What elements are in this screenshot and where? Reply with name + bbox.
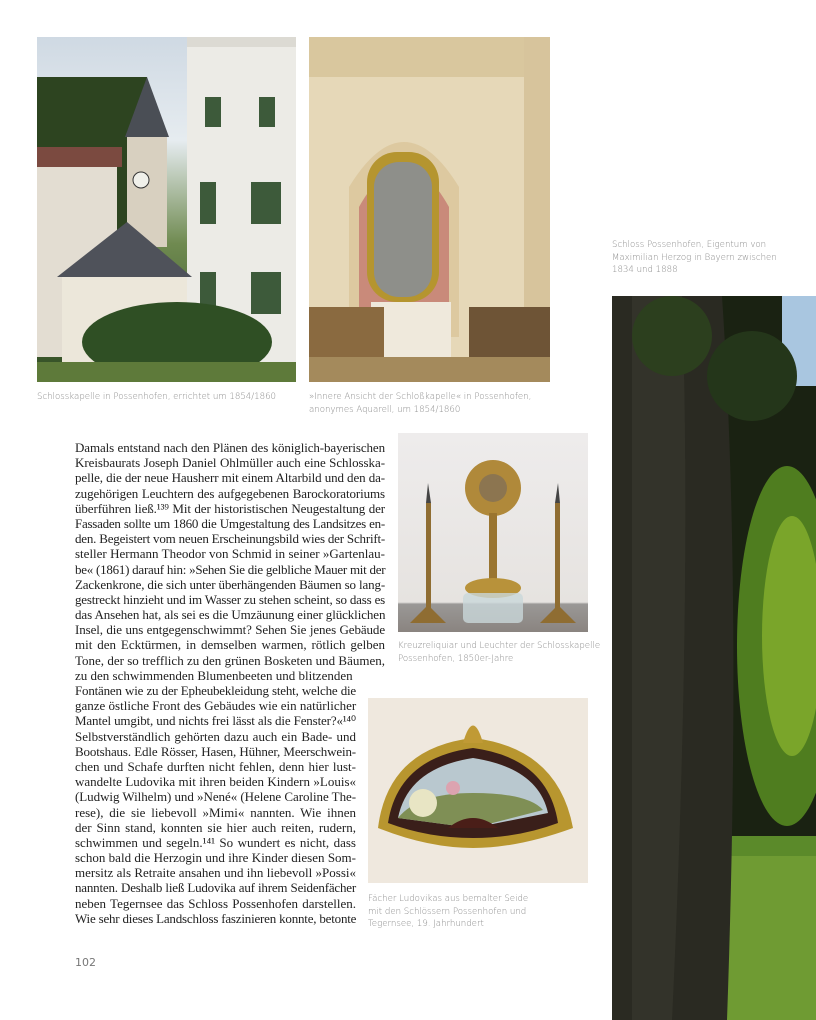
caption-line: Tegernsee, 19. Jahrhundert: [368, 919, 484, 929]
body-line: gestreckt hinzieht und im Wasser zu stehen scheint, so dass es: [75, 591, 385, 607]
body-line: Tone, der so trefflich zu den grünen Bosketen und Bäumen,: [75, 652, 385, 668]
caption-schloss-park: [612, 239, 777, 277]
body-line: neben Tegernsee das Schloss Possenhofen darstellen.: [75, 895, 356, 911]
body-line: den. Begeistert vom neuen Erscheinungsbild wies der Schrift-: [75, 531, 386, 547]
body-line: zu den schwimmenden Blumenbeeten und blitzenden: [75, 667, 353, 683]
body-line: wandelte Ludovika mit ihren beiden Kindern »Louis«: [75, 774, 356, 790]
caption-schlosskapelle: [37, 391, 276, 404]
body-line: steller Hermann Theodor von Schmid in seiner »Gartenlau-: [75, 546, 385, 562]
caption-line: mit den Schlössern Possenhofen und: [368, 906, 527, 917]
caption-faecher: [368, 893, 528, 931]
body-line: be« (1861) darauf hin: »Sehen Sie die gelbliche Mauer mit der: [75, 561, 386, 577]
body-line: der Sinn stand, konnten sie hier auch reiten, rudern,: [75, 819, 356, 835]
kreuzreliquiar-photo: [398, 433, 588, 632]
caption-line: Schlosskapelle in Possenhofen, errichtet um 1854/1860: [37, 392, 277, 402]
body-line: Bootshaus. Edle Rösser, Hasen, Hühner, Meerschwein-: [75, 743, 356, 759]
caption-line: »Innere Ansicht der Schloßkapelle« in Possenhofen,: [309, 392, 532, 402]
body-text: [75, 440, 385, 926]
body-line: zugehörigen Leuchtern des aufgegebenen Barockoratoriums: [75, 485, 385, 501]
body-line: das Ansehen hat, als sei es die Umzäunung einer glücklichen: [75, 607, 386, 623]
caption-kreuzreliquiar: [398, 640, 600, 665]
body-line: rese), die sie liebevoll »Mimi« nannten. Wie ihnen: [75, 804, 356, 820]
body-line: Fassaden sollte um 1860 die Umgestaltung des Landsitzes en-: [75, 515, 385, 531]
body-line: chen und Schafe durften nicht fehlen, denn hier lust-: [75, 758, 356, 774]
body-line: schwimmen und segeln.¹⁴¹ So wundert es nicht, dass: [75, 834, 356, 850]
body-line: Insel, die uns entgegenschwimmt? Sehen Sie jenes Gebäude: [75, 622, 385, 638]
body-line: Fontänen wie zu der Epheubekleidung steht, welche die: [75, 683, 356, 698]
caption-line: Fächer Ludovikas aus bemalter Seide: [368, 894, 529, 904]
aquarell-interior: [309, 37, 550, 382]
caption-line: Maximilian Herzog in Bayern zwischen: [612, 252, 777, 263]
body-line: Zackenkrone, die sich unter überhängenden Bäumen so lang-: [75, 576, 385, 592]
schlosskapelle-photo: [37, 37, 296, 382]
body-line: (Ludwig Wilhelm) und »Nené« (Helene Caroline The-: [75, 789, 357, 805]
body-line: Damals entstand nach den Plänen des königlich-bayerischen: [75, 440, 385, 455]
caption-line: Schloss Possenhofen, Eigentum von: [612, 240, 767, 250]
faecher-photo: [368, 698, 588, 883]
caption-line: anonymes Aquarell, um 1854/1860: [309, 404, 461, 415]
caption-line: Kreuzreliquiar und Leuchter der Schlosskapelle: [398, 641, 601, 651]
body-line: Selbstverständlich gehörten dazu auch ein Bade- und: [75, 728, 356, 744]
body-line: überführen ließ.¹³⁹ Mit der historistischen Neugestaltung der: [75, 500, 385, 516]
body-line: pelle, die der neue Hausherr mit einem Altarbild und den da-: [75, 470, 385, 486]
body-line: Mantel umgibt, und nichts frei lässt als die Fenster?«¹⁴⁰: [75, 713, 356, 729]
body-line: mit den Ecktürmen, in demselben warmen, rötlich gelben: [75, 637, 385, 653]
body-line: ganze östliche Front des Gebäudes wie ein natürlicher: [75, 698, 357, 714]
caption-aquarell: [309, 391, 531, 416]
body-line: schon bald die Herzogin und ihre Kinder diesen Som-: [75, 850, 356, 866]
caption-line: 1834 und 1888: [612, 265, 678, 275]
body-line: Wie sehr dieses Landschloss faszinieren konnte, betonte: [75, 910, 357, 926]
body-line: nannten. Deshalb ließ Ludovika auf ihrem Seidenfächer: [75, 880, 356, 896]
body-line: mersitz als Retraite ansahen und ihn liebevoll »Possi«: [75, 865, 356, 881]
caption-line: Possenhofen, 1850er-Jahre: [398, 653, 514, 664]
schloss-park-photo: [612, 296, 816, 1020]
page-number: 102: [75, 956, 96, 969]
body-line: Kreisbaurats Joseph Daniel Ohlmüller auch eine Schlosska-: [75, 455, 385, 471]
